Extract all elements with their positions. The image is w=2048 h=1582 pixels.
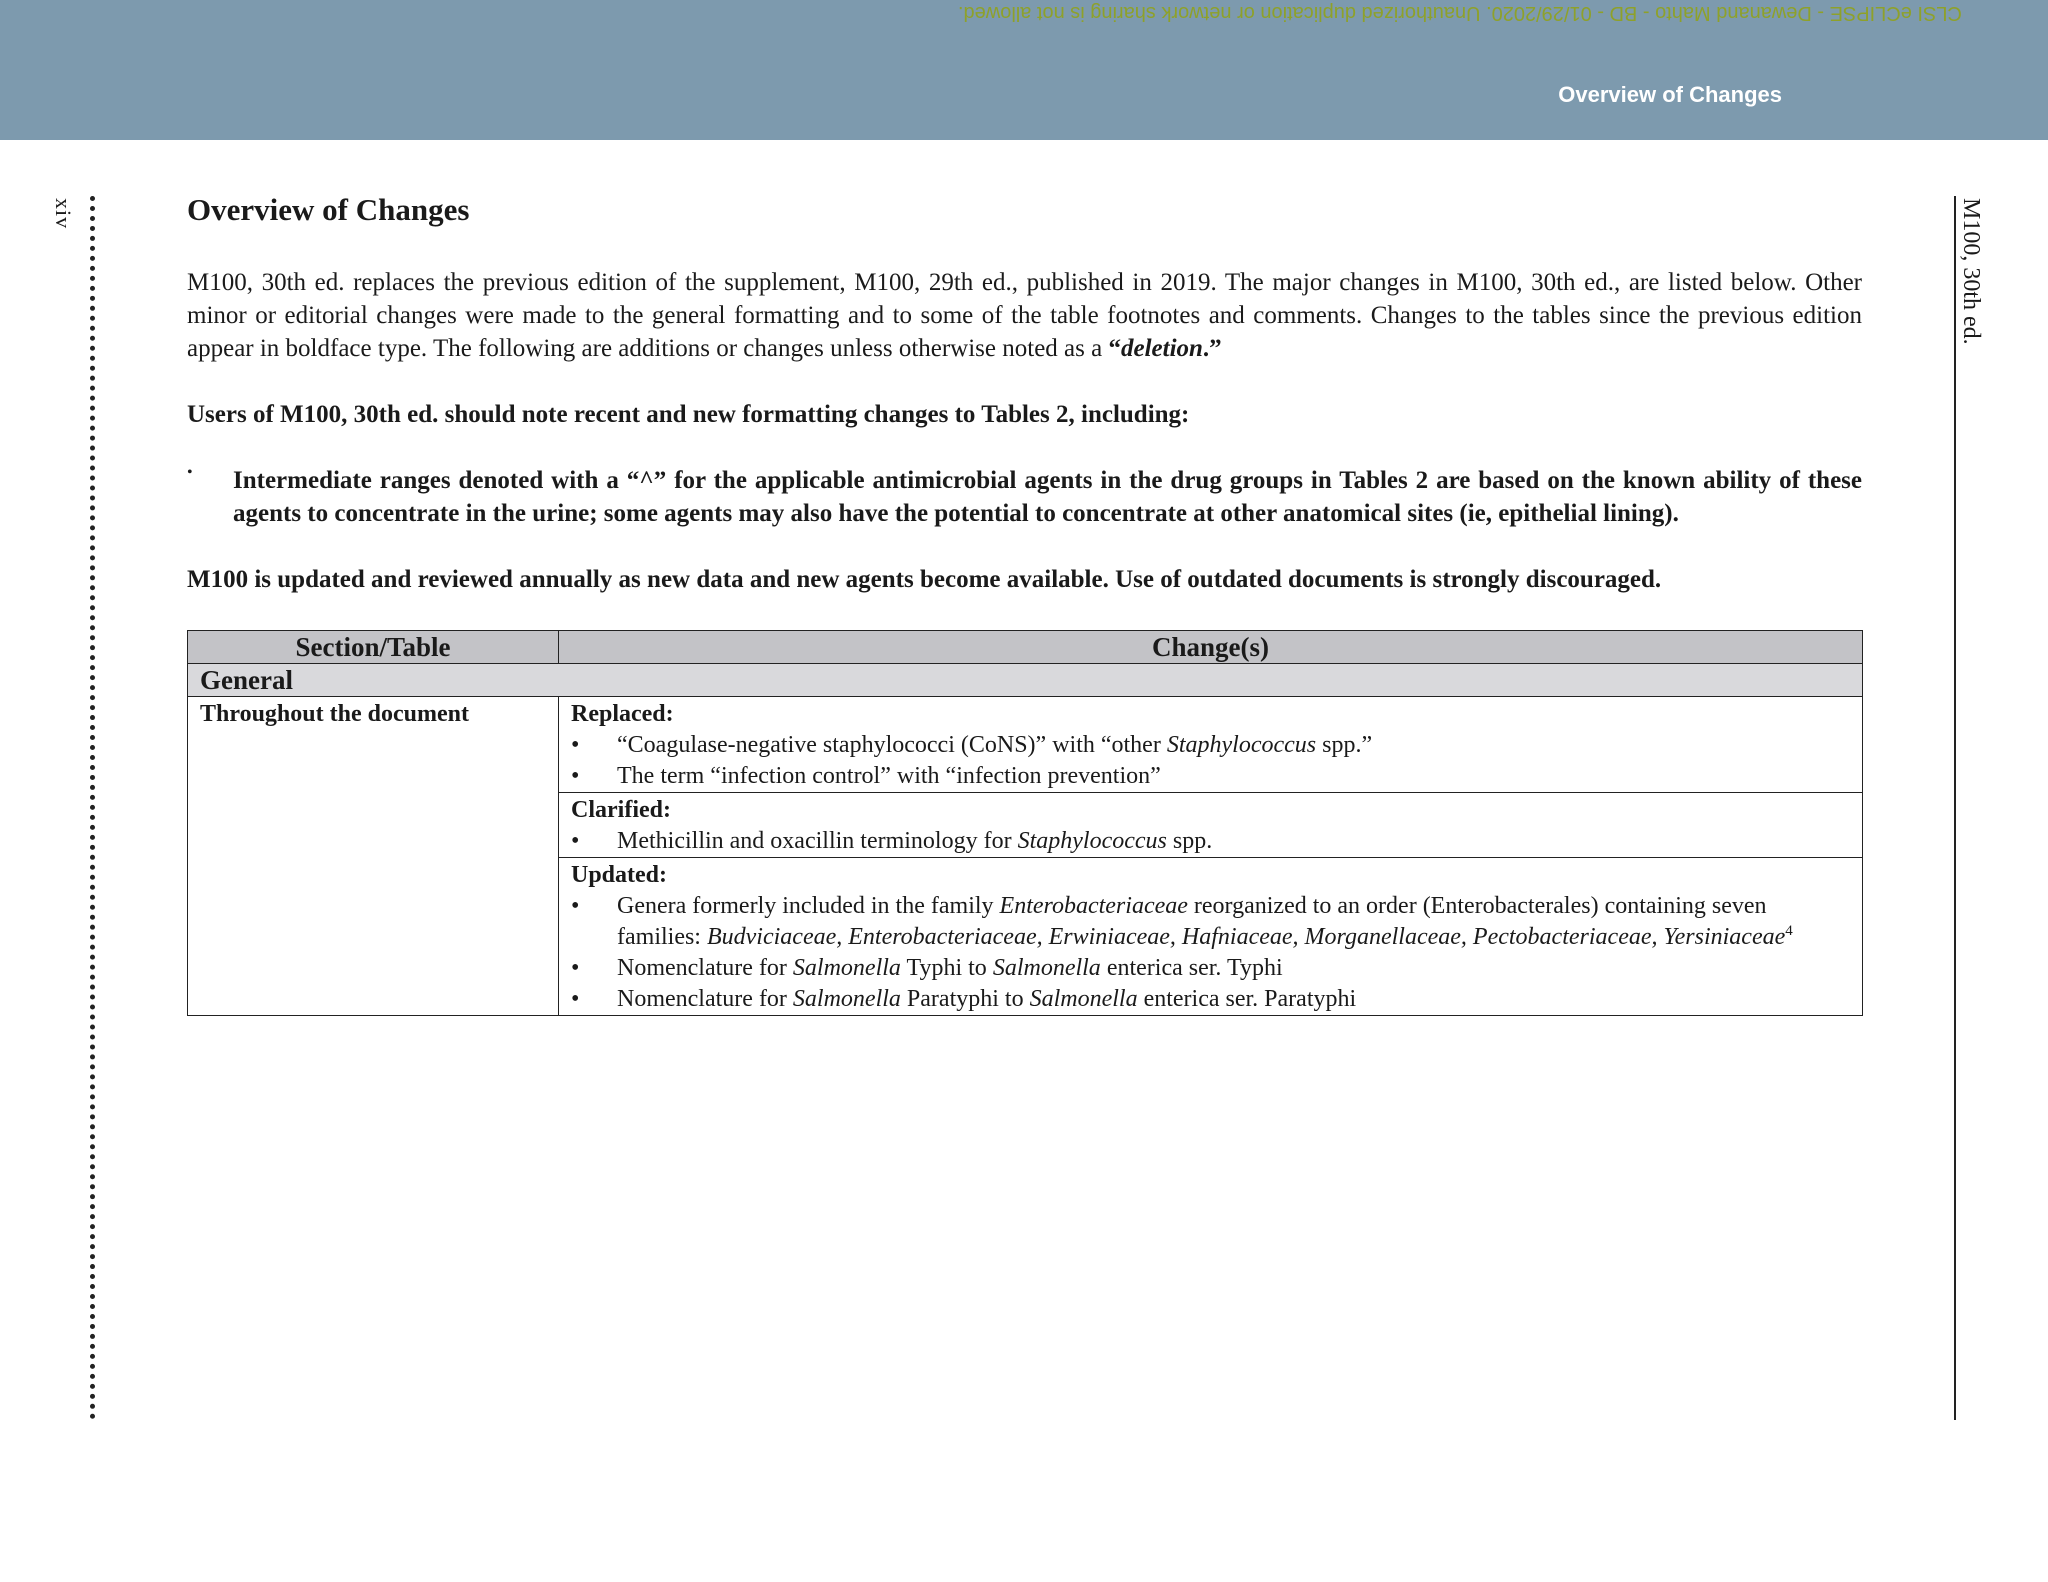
edition-label: M100, 30th ed. bbox=[1958, 198, 1984, 345]
bullet-icon: • bbox=[571, 893, 580, 919]
bullet-icon: • bbox=[571, 986, 580, 1012]
list-item: • The term “infection control” with “infection prevention” bbox=[571, 761, 1850, 792]
right-rule bbox=[1954, 196, 1956, 1420]
list-item: • Nomenclature for Salmonella Typhi to Salmonella enterica ser. Typhi bbox=[571, 953, 1850, 984]
group-row bbox=[188, 664, 1863, 697]
replaced-cell bbox=[559, 697, 1863, 793]
left-dotted-rule bbox=[90, 196, 101, 1420]
bullet-icon: • bbox=[571, 955, 580, 981]
users-note: Users of M100, 30th ed. should note recent and new formatting changes to Tables 2, including: bbox=[187, 401, 1190, 428]
header-title: Overview of Changes bbox=[1558, 82, 1782, 107]
deletion-open-quote: “ bbox=[1108, 335, 1121, 362]
list-item: • Nomenclature for Salmonella Paratyphi to Salmonella enterica ser. Paratyphi bbox=[571, 984, 1850, 1015]
clarified-label: Clarified: bbox=[571, 797, 671, 823]
list-item: • Methicillin and oxacillin terminology for Staphylococcus spp. bbox=[571, 826, 1850, 857]
group-label: General bbox=[188, 664, 1863, 697]
bullet-item bbox=[187, 464, 1862, 530]
section-cell: Throughout the document bbox=[188, 697, 559, 1016]
changes-table bbox=[187, 630, 1863, 1016]
page-number: xiv bbox=[51, 198, 76, 230]
list-item: • Genera formerly included in the family Enterobacteriaceae reorganized to an order (Enterobacterales) containing seven families: Budviciaceae, Enterobacteriaceae, Erwiniaceae, Hafniaceae, Morganellaceae, Pectobacteriaceae, Yersiniaceae$^4$ bbox=[571, 893, 1793, 950]
footnote-ref: 4 bbox=[1785, 923, 1793, 939]
header-band bbox=[0, 0, 2048, 140]
clarified-cell bbox=[559, 793, 1863, 858]
bullet-text: Intermediate ranges denoted with a “^” for the applicable antimicrobial agents in the drug groups in Tables 2 are based on the known ability of these agents to concentrate in the urine; some agents may also have the potential to concentrate at other anatomical sites (ie, epithelial lining). bbox=[233, 467, 1862, 527]
replaced-label: Replaced: bbox=[571, 701, 674, 727]
watermark: CLSI eCLIPSE - Dewanand Mahto - BD - 01/29/2020. Unauthorized duplication or network sharing is not allowed. bbox=[958, 2, 1962, 24]
document-body bbox=[187, 190, 1862, 1016]
intro-paragraph bbox=[187, 266, 1862, 365]
col-header-changes: Change(s) bbox=[559, 631, 1863, 664]
bullet-icon: • bbox=[571, 828, 580, 854]
list-item: • “Coagulase-negative staphylococci (CoNS)” with “other Staphylococcus spp.” bbox=[571, 730, 1850, 761]
intro-text: M100, 30th ed. replaces the previous edition of the supplement, M100, 29th ed., published in 2019. The major changes in M100, 30th ed., are listed below. Other minor or editorial changes were made to the general formatting and to some of the table footnotes and comments. Changes to the tables since the previous edition appear in boldface type. The following are additions or changes unless otherwise noted as a bbox=[187, 269, 1862, 362]
updated-label: Updated: bbox=[571, 862, 668, 888]
deletion-close-quote: .” bbox=[1202, 335, 1222, 362]
table-header-row bbox=[188, 631, 1863, 664]
page-title: Overview of Changes bbox=[187, 192, 470, 227]
table-row bbox=[188, 697, 1863, 793]
deletion-word: deletion bbox=[1120, 335, 1203, 362]
bullet-icon: • bbox=[571, 732, 580, 758]
updated-cell bbox=[559, 858, 1863, 1016]
annual-note: M100 is updated and reviewed annually as new data and new agents become available. Use of outdated documents is strongly discouraged. bbox=[187, 566, 1662, 593]
bullet-icon: • bbox=[187, 464, 193, 481]
bullet-icon: • bbox=[571, 763, 580, 789]
col-header-section: Section/Table bbox=[188, 631, 559, 664]
